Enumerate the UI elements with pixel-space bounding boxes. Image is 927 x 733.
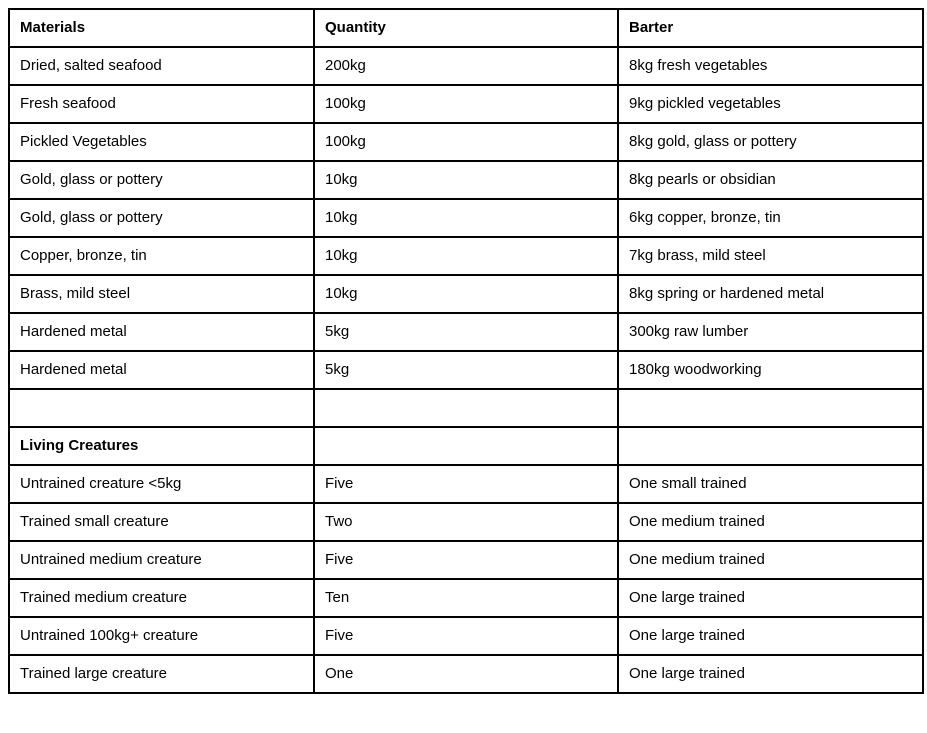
header-quantity: Quantity [314, 9, 618, 47]
cell-materials: Hardened metal [9, 351, 314, 389]
table-body [9, 9, 923, 693]
cell-quantity [314, 427, 618, 465]
cell-quantity: Ten [314, 579, 618, 617]
cell-barter [618, 427, 923, 465]
table-row [9, 47, 923, 85]
barter-table [8, 8, 924, 694]
table-row [9, 655, 923, 693]
cell-materials: Brass, mild steel [9, 275, 314, 313]
cell-materials: Pickled Vegetables [9, 123, 314, 161]
cell-quantity: Five [314, 617, 618, 655]
cell-materials: Untrained 100kg+ creature [9, 617, 314, 655]
cell-quantity: Two [314, 503, 618, 541]
table-row [9, 85, 923, 123]
table-header-row [9, 9, 923, 47]
table-row [9, 427, 923, 465]
cell-barter: One large trained [618, 655, 923, 693]
cell-quantity: Five [314, 465, 618, 503]
cell-barter: One medium trained [618, 503, 923, 541]
table-row [9, 617, 923, 655]
table-row [9, 313, 923, 351]
cell-barter: One medium trained [618, 541, 923, 579]
cell-quantity: 100kg [314, 123, 618, 161]
cell-barter: 7kg brass, mild steel [618, 237, 923, 275]
cell-materials [9, 389, 314, 427]
table-row [9, 389, 923, 427]
cell-materials: Trained small creature [9, 503, 314, 541]
cell-materials: Copper, bronze, tin [9, 237, 314, 275]
table-row [9, 503, 923, 541]
table-row [9, 275, 923, 313]
cell-materials: Dried, salted seafood [9, 47, 314, 85]
cell-barter: One small trained [618, 465, 923, 503]
table-row [9, 161, 923, 199]
table-row [9, 579, 923, 617]
table-row [9, 465, 923, 503]
table-row [9, 541, 923, 579]
cell-quantity: 100kg [314, 85, 618, 123]
table-row [9, 123, 923, 161]
cell-barter: 8kg pearls or obsidian [618, 161, 923, 199]
cell-materials: Trained large creature [9, 655, 314, 693]
cell-quantity: 10kg [314, 237, 618, 275]
cell-materials: Hardened metal [9, 313, 314, 351]
cell-barter: One large trained [618, 579, 923, 617]
cell-barter [618, 389, 923, 427]
cell-quantity: 10kg [314, 199, 618, 237]
cell-quantity: 10kg [314, 275, 618, 313]
cell-materials: Gold, glass or pottery [9, 161, 314, 199]
cell-materials: Fresh seafood [9, 85, 314, 123]
table-row [9, 351, 923, 389]
header-materials: Materials [9, 9, 314, 47]
table-row [9, 199, 923, 237]
cell-quantity: 10kg [314, 161, 618, 199]
cell-barter: 8kg spring or hardened metal [618, 275, 923, 313]
cell-materials: Trained medium creature [9, 579, 314, 617]
cell-quantity [314, 389, 618, 427]
cell-barter: One large trained [618, 617, 923, 655]
cell-materials: Untrained creature <5kg [9, 465, 314, 503]
cell-quantity: 200kg [314, 47, 618, 85]
table-row [9, 237, 923, 275]
cell-quantity: 5kg [314, 313, 618, 351]
cell-materials: Untrained medium creature [9, 541, 314, 579]
cell-quantity: 5kg [314, 351, 618, 389]
header-barter: Barter [618, 9, 923, 47]
cell-barter: 8kg gold, glass or pottery [618, 123, 923, 161]
cell-barter: 8kg fresh vegetables [618, 47, 923, 85]
cell-barter: 180kg woodworking [618, 351, 923, 389]
cell-barter: 300kg raw lumber [618, 313, 923, 351]
cell-materials: Gold, glass or pottery [9, 199, 314, 237]
cell-quantity: Five [314, 541, 618, 579]
cell-barter: 9kg pickled vegetables [618, 85, 923, 123]
cell-barter: 6kg copper, bronze, tin [618, 199, 923, 237]
cell-quantity: One [314, 655, 618, 693]
cell-materials: Living Creatures [9, 427, 314, 465]
